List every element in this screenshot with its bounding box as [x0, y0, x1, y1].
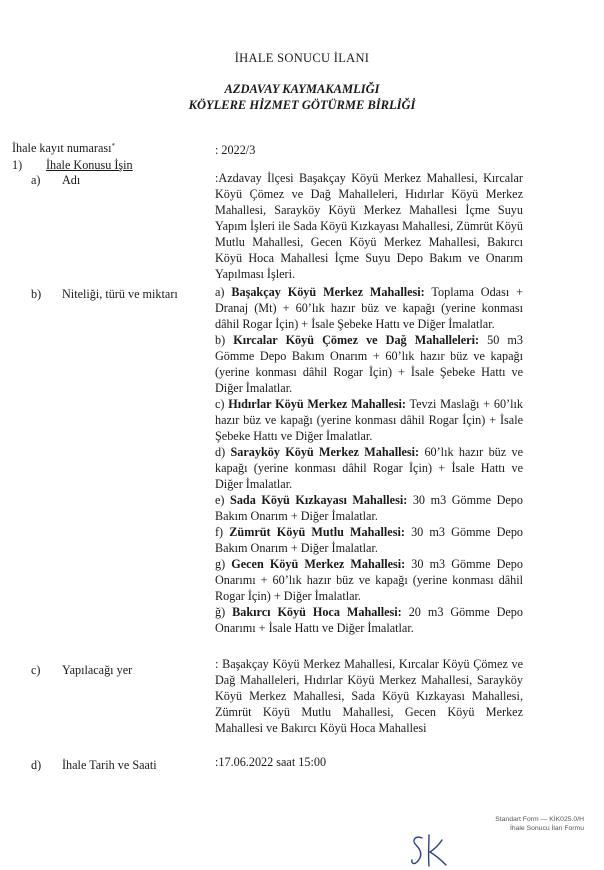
- item-c-value: : Başakçay Köyü Merkez Mahallesi, Kırcalar Köyü Çömez ve Dağ Mahalleleri, Hıdırlar Köyü Merkez Mahallesi, Sarayköy Köyü Merkez Mahallesi, Sada Köyü Kızkayası Mahallesi, Zümrüt Köyü Mutlu Mahallesi, Gecen Köyü Merkez Mahallesi ve Bakırcı Köyü Hoca Mahallesi: [215, 657, 523, 735]
- registry-label-block: [12, 141, 115, 156]
- entry-saraykoy: d) Sarayköy Köyü Merkez Mahallesi: 60’lık hazır büz ve kapağı (yerine konması dâhil Rogar İçin) + İsale Hattı ve Diğer İmalatlar.: [215, 445, 523, 491]
- entry-bakirci: ğ) Bakırcı Köyü Hoca Mahallesi: 20 m3 Gömme Depo Onarımı + İsale Hattı ve Diğer İmalatlar.: [215, 605, 523, 635]
- signature-initials: [408, 832, 454, 868]
- registry-marker: *: [111, 142, 115, 150]
- organization-line-2: KÖYLERE HİZMET GÖTÜRME BİRLİĞİ: [188, 98, 416, 112]
- entry-gecen: g) Gecen Köyü Merkez Mahallesi: 30 m3 Gömme Depo Onarımı + 60’lık hazır büz ve kapağı (yerine konması dâhil Rogar İçin) + Diğer İmalatlar.: [215, 557, 523, 603]
- section-title: İhale Konusu İşin: [46, 158, 133, 172]
- item-b-letter: b): [31, 287, 42, 301]
- item-d-value: :17.06.2022 saat 15:00: [215, 755, 327, 769]
- item-c-letter: c): [31, 663, 41, 677]
- item-a-label: Adı: [62, 173, 81, 187]
- entry-hidirlar: c) Hıdırlar Köyü Merkez Mahallesi: Tevzi Maslağı + 60’lık hazır büz ve kapağı (yerine konması dâhil Rogar İçin) + İsale Şebeke Hattı ve Diğer İmalatlar.: [215, 397, 524, 443]
- form-footer: [495, 815, 584, 833]
- entry-basakcay: a) Başakçay Köyü Merkez Mahallesi: Toplama Odası + Dranaj (Mt) + 60’lık hazır büz ve kapağı (yerine konması dâhil Rogar İçin) + İsale Şebeke Hattı ve Diğer İmalatlar.: [215, 285, 523, 331]
- item-a-letter: a): [31, 173, 41, 187]
- entry-sada: e) Sada Köyü Kızkayası Mahallesi: 30 m3 Gömme Depo Bakım Onarım + Diğer İmalatlar.: [215, 493, 523, 523]
- organization-line-1: AZDAVAY KAYMAKAMLIĞI: [224, 82, 380, 96]
- registry-label: İhale kayıt numarası: [12, 141, 112, 155]
- item-c-label: Yapılacağı yer: [62, 663, 133, 677]
- item-a-value: :Azdavay İlçesi Başakçay Köyü Merkez Mahallesi, Kırcalar Köyü Çömez ve Dağ Mahalleleri, Hıdırlar Köyü Merkez Mahallesi, Sarayköy Köyü Merkez Mahallesi İçme Suyu Yapım İşleri ile Sada Köyü Kızkayası Mahallesi, Zümrüt Köyü Mutlu Mahallesi, Gecen Köyü Merkez Mahallesi, Bakırcı Köyü Hoca Mahallesi İçme Suyu Depo Bakım ve Onarım Yapılması İşleri.: [215, 171, 523, 281]
- item-d-label: İhale Tarih ve Saati: [62, 758, 157, 772]
- registry-value: : 2022/3: [215, 143, 256, 157]
- footer-line-1: Standart Form — KİK025.0/H: [495, 816, 584, 823]
- entry-kircalar: b) Kırcalar Köyü Çömez ve Dağ Mahalleleri: 50 m3 Gömme Depo Bakım Onarım + 60’lık hazır büz ve kapağı (yerine konması dâhil Rogar İçin) + İsale Şebeke Hattı ve Diğer İmalatlar.: [215, 333, 523, 395]
- item-d-letter: d): [31, 758, 42, 772]
- organization-block: [0, 81, 604, 113]
- entry-zumrut: f) Zümrüt Köyü Mutlu Mahallesi: 30 m3 Gömme Depo Bakım Onarım + Diğer İmalatlar.: [215, 525, 524, 555]
- section-number: 1): [12, 158, 23, 172]
- footer-line-2: İhale Sonucu İlan Formu: [509, 825, 584, 832]
- document-title: İHALE SONUCU İLANI: [234, 51, 370, 65]
- item-b-label: Niteliği, türü ve miktarı: [62, 287, 178, 301]
- item-b-entries: [215, 284, 523, 636]
